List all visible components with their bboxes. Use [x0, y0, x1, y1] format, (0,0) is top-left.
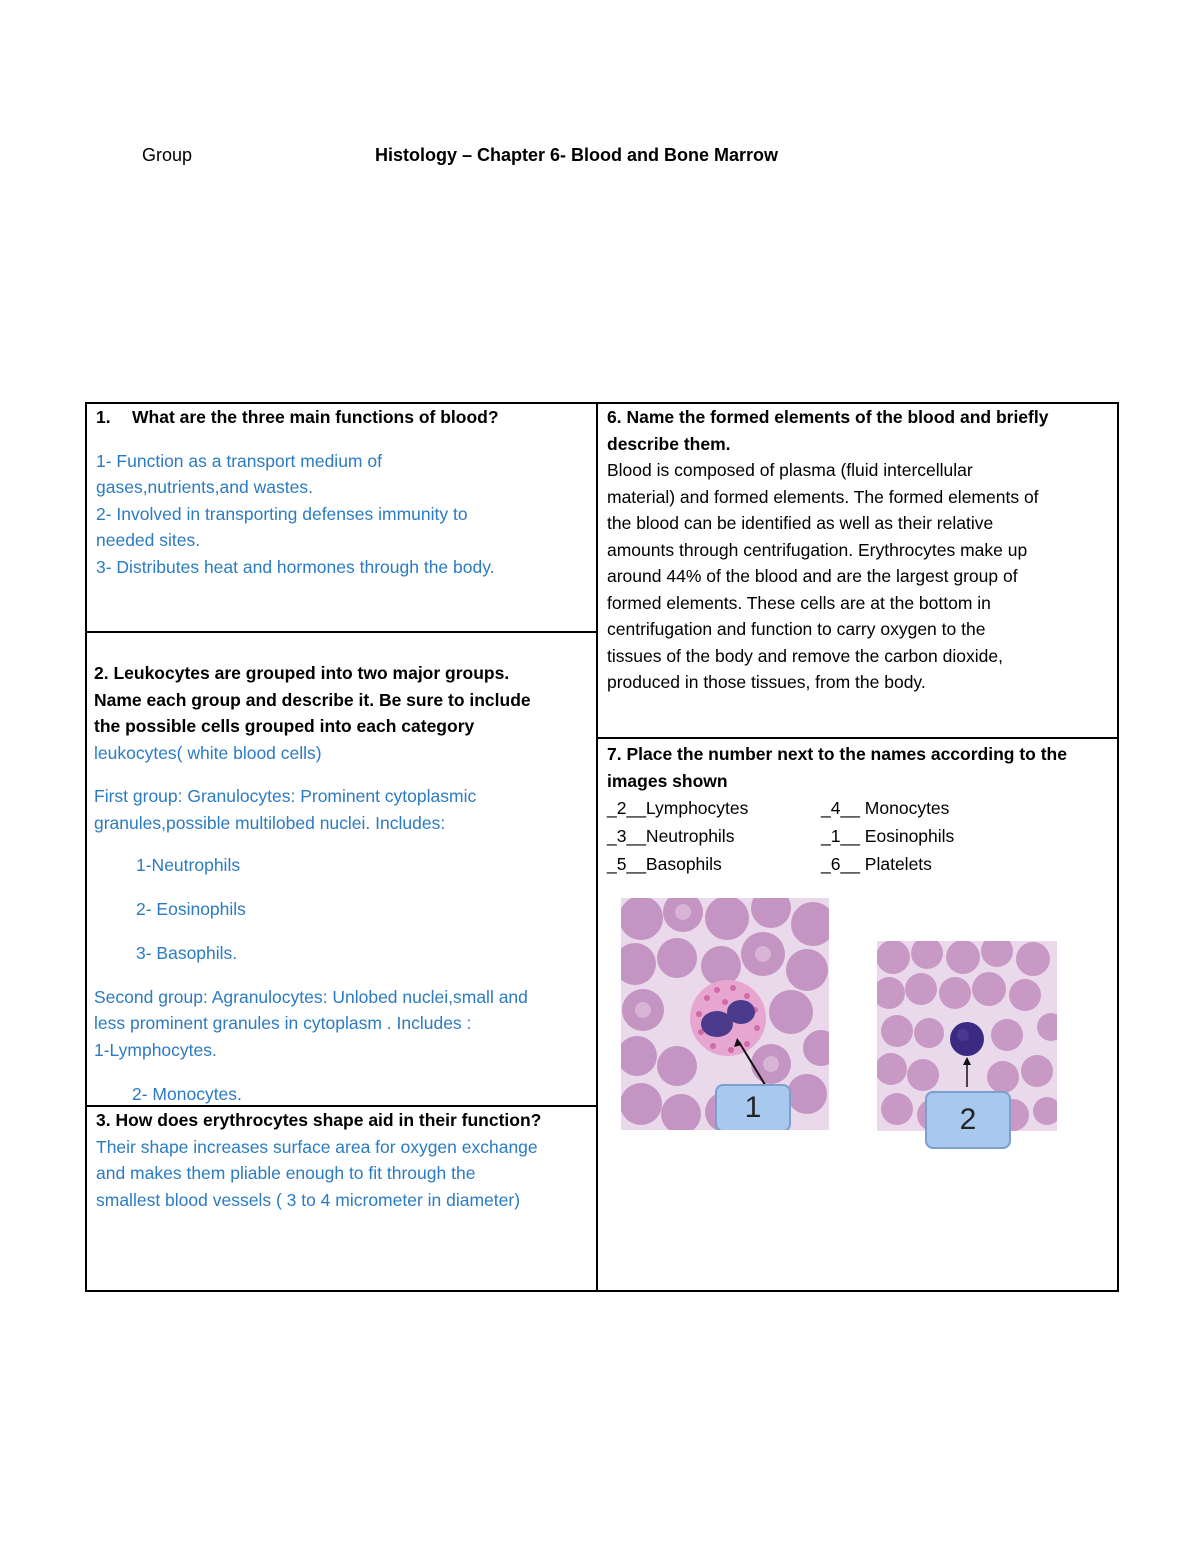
match-platelets: _6__ Platelets [821, 854, 932, 874]
question-line: 7. Place the number next to the names according to the [607, 744, 1067, 764]
answer-line: First group: Granulocytes: Prominent cytoplasmic [94, 786, 477, 806]
answer-intro: leukocytes( white blood cells) [94, 742, 322, 763]
list-item: 2- Monocytes. [132, 1084, 242, 1104]
match-lymphocytes: _2__Lymphocytes [607, 798, 749, 818]
image-label-1: 1 [715, 1084, 791, 1130]
match-monocytes: _4__ Monocytes [821, 798, 950, 818]
answer-line: and makes them pliable enough to fit through the [96, 1163, 476, 1183]
list-item: 3- Basophils. [136, 943, 238, 963]
answer-line: less prominent granules in cytoplasm . Includes : [94, 1013, 472, 1033]
answer-6 [607, 457, 1112, 696]
question-7 [607, 741, 1112, 794]
answer-line: 2- Involved in transporting defenses immunity to [96, 503, 468, 524]
agranulocytes-description [94, 984, 594, 1064]
page-header [0, 145, 1200, 169]
question-2-cell [94, 660, 594, 1108]
matching-list [607, 794, 1112, 878]
group-label: Group [142, 145, 193, 165]
list-item: 1-Neutrophils [136, 855, 241, 875]
granulocytes-description [94, 783, 594, 836]
answer-line: granules,possible multilobed nuclei. Includes: [94, 812, 446, 833]
agranulocyte-list [94, 1081, 594, 1108]
answer-line: needed sites. [96, 530, 201, 550]
granulocyte-list [94, 852, 594, 967]
answer-line: 1-Lymphocytes. [94, 1039, 217, 1060]
document-title: Histology – Chapter 6- Blood and Bone Marrow [375, 145, 779, 165]
question-3-cell [96, 1107, 591, 1213]
question-line: the possible cells grouped into each category [94, 716, 475, 736]
image-label-2: 2 [925, 1091, 1011, 1149]
row-divider-left-1 [85, 631, 598, 633]
question-line: Name each group and describe it. Be sure to include [94, 689, 531, 710]
question-1-cell [96, 404, 591, 580]
question-1 [96, 404, 591, 431]
answer-line: Their shape increases surface area for oxygen exchange [96, 1136, 538, 1157]
answer-line: Blood is composed of plasma (fluid intercellular [607, 460, 973, 480]
question-1-text: What are the three main functions of blood? [132, 407, 499, 427]
row-divider-right-1 [596, 737, 1119, 739]
question-3: 3. How does erythrocytes shape aid in their function? [96, 1110, 542, 1130]
question-2 [94, 660, 594, 740]
answer-line: 3- Distributes heat and hormones through the body. [96, 556, 495, 577]
question-1-number: 1. [96, 407, 111, 427]
list-item: 2- Eosinophils [136, 898, 246, 919]
answer-line: gases,nutrients,and wastes. [96, 477, 313, 497]
match-basophils: _5__Basophils [607, 854, 722, 874]
answer-2 [94, 740, 594, 1108]
question-6 [607, 404, 1112, 457]
question-line: 6. Name the formed elements of the blood and briefly [607, 407, 1049, 427]
answer-line: the blood can be identified as well as their relative [607, 513, 994, 533]
micrograph-1 [621, 898, 829, 1130]
answer-line: centrifugation and function to carry oxygen to the [607, 619, 986, 639]
answer-line: 1- Function as a transport medium of [96, 450, 382, 471]
question-6-cell [607, 404, 1112, 696]
answer-3 [96, 1134, 591, 1214]
answer-line: produced in those tissues, from the body. [607, 672, 926, 692]
question-7-cell [607, 741, 1112, 878]
question-line: images shown [607, 770, 728, 791]
answer-line: Second group: Agranulocytes: Unlobed nuclei,small and [94, 986, 528, 1007]
column-divider [596, 402, 598, 1292]
answer-line: amounts through centrifugation. Erythrocytes make up [607, 539, 1028, 560]
question-line: 2. Leukocytes are grouped into two major groups. [94, 663, 510, 683]
answer-line: formed elements. These cells are at the bottom in [607, 592, 991, 613]
answer-line: smallest blood vessels ( 3 to 4 micrometer in diameter) [96, 1189, 521, 1210]
question-line: describe them. [607, 433, 731, 454]
match-neutrophils: _3__Neutrophils [607, 826, 735, 846]
answer-1 [96, 448, 591, 581]
match-eosinophils: _1__ Eosinophils [821, 826, 955, 846]
micrograph-2 [877, 941, 1057, 1153]
answer-line: around 44% of the blood and are the largest group of [607, 566, 1018, 586]
answer-line: material) and formed elements. The formed elements of [607, 486, 1039, 507]
answer-line: tissues of the body and remove the carbon dioxide, [607, 645, 1003, 666]
